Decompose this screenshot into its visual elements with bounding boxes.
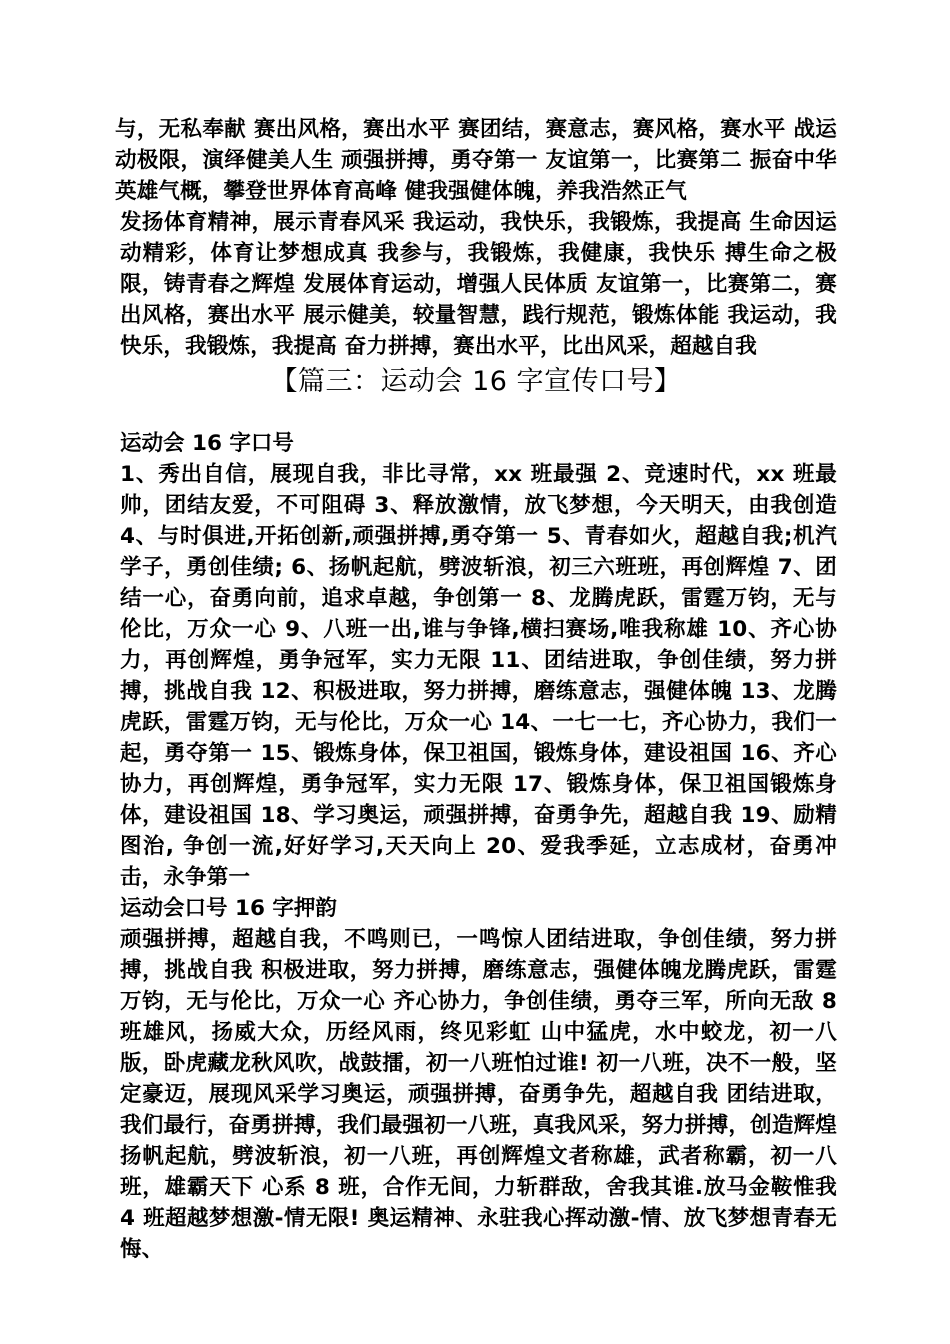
slogan-paragraph-2: 发扬体育精神，展示青春风采 我运动，我快乐，我锻炼，我提高 生命因运动精彩，体育让梦想成真 我参与，我锻炼，我健康，我快乐 搏生命之极限，铸青春之辉煌 发展体育运动，增强人民体质 友谊第一，比赛第二，赛出风格，赛出水平 展示健美，较量智慧，践行规范，锻炼体能 我运动，我快乐，我锻炼，我提高 奋力拼搏，赛出水平，比出风采，超越自我 bbox=[120, 210, 837, 359]
subheading-16-char-slogans: 运动会 16 字口号 bbox=[120, 431, 294, 456]
section-heading: 【篇三：运动会 16 字宣传口号】 bbox=[270, 366, 682, 397]
document-body bbox=[115, 114, 837, 1265]
rhyming-slogans-paragraph: 顽强拼搏，超越自我，不鸣则已，一鸣惊人团结进取，争创佳绩，努力拼搏，挑战自我 积极进取，努力拼搏，磨练意志，强健体魄龙腾虎跃，雷霆万钧，无与伦比，万众一心 齐心协力，争创佳绩，勇夺三军，所向无敌 8 班雄风，扬威大众，历经风雨，终见彩虹 山中猛虎，水中蛟龙，初一八版，卧虎藏龙秋风吹，战鼓擂，初一八班怕过谁! 初一八班，决不一般，坚定豪迈，展现风采学习奥运，顽强拼搏，奋勇争先，超越自我 团结进取，我们最行，奋勇拼搏，我们最强初一八班，真我风采，努力拼搏，创造辉煌 扬帆起航，劈波斩浪，初一八班，再创辉煌文者称雄，武者称霸，初一八班，雄霸天下 心系 8 班，合作无间，力斩群敌，舍我其谁.放马金鞍惟我 4 班超越梦想激-情无限! 奥运精神、永驻我心挥动激-情、放飞梦想青春无悔、 bbox=[120, 927, 837, 1262]
numbered-slogans-paragraph: 1、秀出自信，展现自我，非比寻常，xx 班最强 2、竞速时代，xx 班最帅，团结友爱，不可阻碍 3、释放激情，放飞梦想，今天明天，由我创造 4、与时俱进,开拓创新,顽强拼搏,勇夺第一 5、青春如火，超越自我;机汽学子，勇创佳绩; 6、扬帆起航，劈波斩浪，初三六班班，再创辉煌 7、团结一心，奋勇向前，追求卓越，争创第一 8、龙腾虎跃，雷霆万钧，无与伦比，万众一心 9、八班一出,谁与争锋,横扫赛场,唯我称雄 10、齐心协力，再创辉煌，勇争冠军，实力无限 11、团结进取，争创佳绩，努力拼搏，挑战自我 12、积极进取，努力拼搏，磨练意志，强健体魄 13、龙腾虎跃，雷霆万钧，无与伦比，万众一心 14、一七一七，齐心协力，我们一起，勇夺第一 15、锻炼身体，保卫祖国，锻炼身体，建设祖国 16、齐心协力，再创辉煌，勇争冠军，实力无限 17、锻炼身体，保卫祖国锻炼身体，建设祖国 18、学习奥运，顽强拼搏，奋勇争先，超越自我 19、励精图治, 争创一流,好好学习,天天向上 20、爱我季延，立志成材，奋勇冲击，永争第一 bbox=[120, 462, 837, 890]
slogan-paragraph-1: 与，无私奉献 赛出风格，赛出水平 赛团结，赛意志，赛风格，赛水平 战运动极限，演绎健美人生 顽强拼搏，勇夺第一 友谊第一，比赛第二 振奋中华英雄气概，攀登世界体育高峰 健我强健体魄，养我浩然正气 bbox=[115, 117, 837, 204]
subheading-rhyming-slogans: 运动会口号 16 字押韵 bbox=[120, 896, 337, 921]
